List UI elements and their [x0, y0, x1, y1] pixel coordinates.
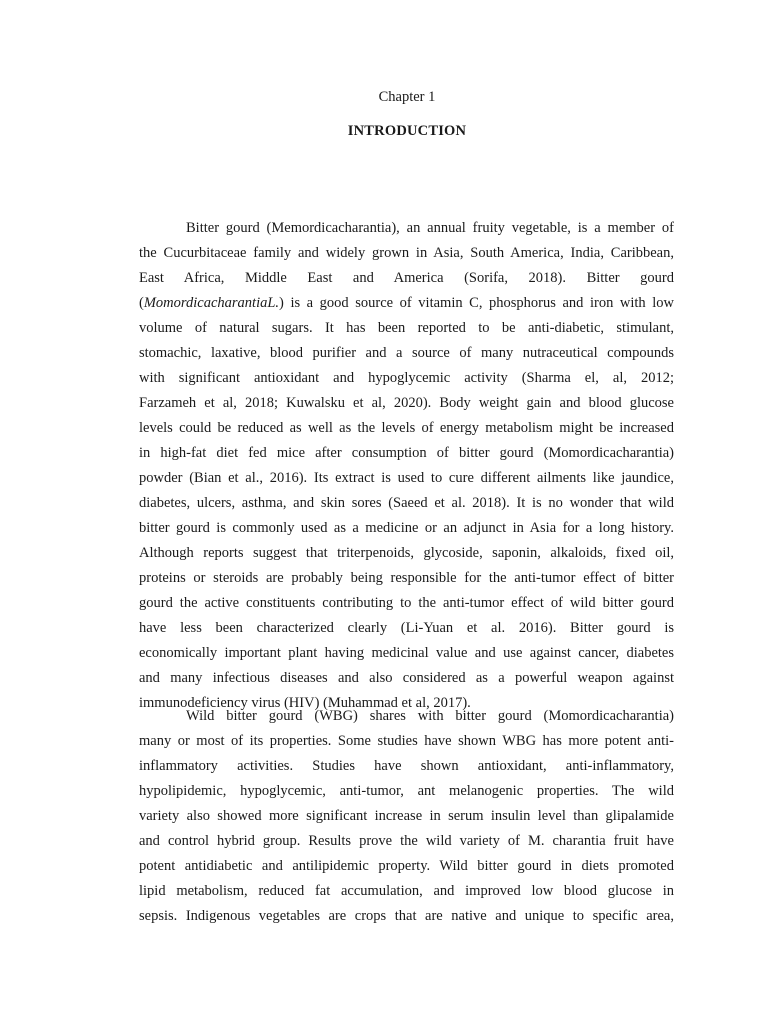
paragraph-line: variety also showed more significant increase in serum insulin level than glipalamide: [139, 808, 674, 824]
paragraph-line: levels could be reduced as well as the levels of energy metabolism might be increased: [139, 420, 674, 436]
paragraph-line: sepsis. Indigenous vegetables are crops that are native and unique to specific area,: [139, 908, 674, 924]
paragraph-line: economically important plant having medicinal value and use against cancer, diabetes: [139, 645, 674, 661]
chapter-label: Chapter 1: [378, 89, 436, 105]
paragraph-line: in high-fat diet fed mice after consumption of bitter gourd (Momordicacharantia): [139, 445, 674, 461]
paragraph-line: stomachic, laxative, blood purifier and a source of many nutraceutical compounds: [139, 345, 674, 361]
paragraph-line: [139, 291, 674, 316]
paragraph-1: [139, 216, 674, 716]
paragraph-line: powder (Bian et al., 2016). Its extract is used to cure different ailments like jaundice,: [139, 470, 674, 486]
paragraph-line: many or most of its properties. Some studies have shown WBG has more potent anti-: [139, 733, 674, 749]
paragraph-line: Farzameh et al, 2018; Kuwalsku et al, 2020). Body weight gain and blood glucose: [139, 395, 674, 411]
paragraph-line: proteins or steroids are probably being responsible for the anti-tumor effect of bitter: [139, 570, 674, 586]
paragraph-line: hypolipidemic, hypoglycemic, anti-tumor, ant melanogenic properties. The wild: [139, 783, 674, 799]
species-name-italic: MomordicacharantiaL.: [143, 295, 280, 311]
paragraph-line: volume of natural sugars. It has been reported to be anti-diabetic, stimulant,: [139, 320, 674, 336]
paragraph-line: with significant antioxidant and hypoglycemic activity (Sharma el, al, 2012;: [139, 370, 674, 386]
paragraph-line: and control hybrid group. Results prove the wild variety of M. charantia fruit have: [139, 833, 674, 849]
paragraph-2: [139, 704, 674, 929]
paragraph-line: have less been characterized clearly (Li-Yuan et al. 2016). Bitter gourd is: [139, 620, 674, 636]
paragraph-line: gourd the active constituents contributing to the anti-tumor effect of wild bitter gourd: [139, 595, 674, 611]
paragraph-line-rest: ) is a good source of vitamin C, phosphorus and iron with low: [279, 295, 674, 311]
paragraph-line: Bitter gourd (Memordicacharantia), an annual fruity vegetable, is a member of: [186, 220, 674, 236]
paren-open: (: [139, 295, 144, 311]
paragraph-line: Wild bitter gourd (WBG) shares with bitter gourd (Momordicacharantia): [186, 708, 674, 724]
paragraph-line: potent antidiabetic and antilipidemic property. Wild bitter gourd in diets promoted: [139, 858, 674, 874]
paragraph-line: East Africa, Middle East and America (Sorifa, 2018). Bitter gourd: [139, 270, 674, 286]
paragraph-line: lipid metabolism, reduced fat accumulation, and improved low blood glucose in: [139, 883, 674, 899]
paragraph-line: inflammatory activities. Studies have shown antioxidant, anti-inflammatory,: [139, 758, 674, 774]
paragraph-line: the Cucurbitaceae family and widely grown in Asia, South America, India, Caribbean,: [139, 245, 674, 261]
paragraph-line: Although reports suggest that triterpenoids, glycoside, saponin, alkaloids, fixed oil,: [139, 545, 674, 561]
paragraph-line: immunodeficiency virus (HIV) (Muhammad et al, 2017).: [139, 695, 471, 711]
paragraph-line: diabetes, ulcers, asthma, and skin sores (Saeed et al. 2018). It is no wonder that wild: [139, 495, 674, 511]
paragraph-line: and many infectious diseases and also considered as a powerful weapon against: [139, 670, 674, 686]
paragraph-line: bitter gourd is commonly used as a medicine or an adjunct in Asia for a long history.: [139, 520, 674, 536]
chapter-title: INTRODUCTION: [347, 123, 467, 139]
